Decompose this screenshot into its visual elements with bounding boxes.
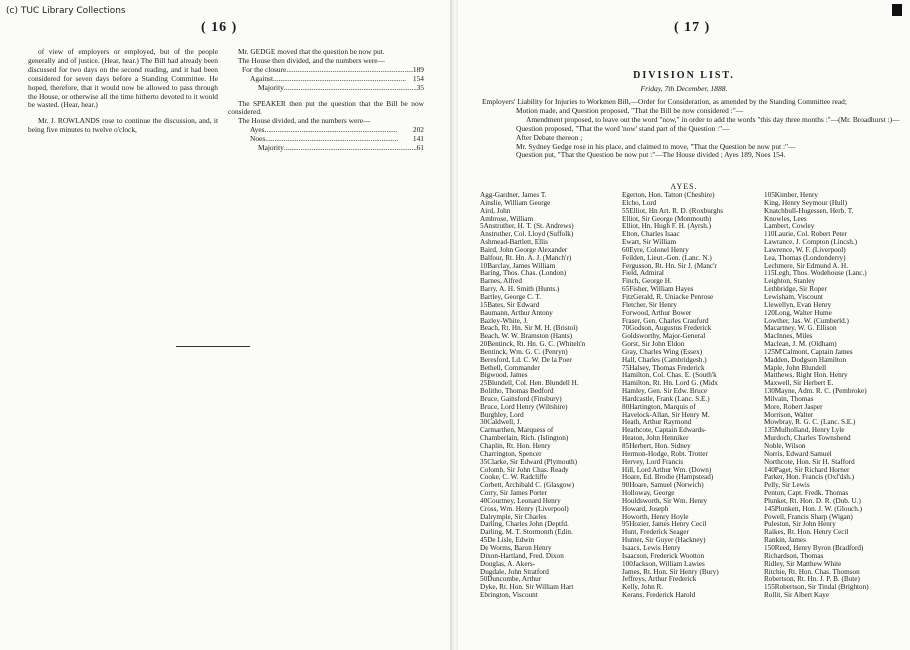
aye-member-name: Rankin, James xyxy=(764,536,806,545)
aye-member-name: Ainslie, William George xyxy=(480,198,551,207)
aye-member-name: 45De Lisle, Edwin xyxy=(480,536,535,545)
motion-line: After Debate thereon ; xyxy=(516,132,583,142)
aye-member-name: Plunket, Rt. Hon. D. R. (Dub. U.) xyxy=(764,496,861,505)
aye-member-name: 125M'Calmont, Captain James xyxy=(764,347,853,356)
aye-member-name: 35Clarke, Sir Edward (Plymouth) xyxy=(480,457,578,466)
aye-member-name: Matthews, Right Hon. Henry xyxy=(764,371,848,380)
aye-member-name: De Worms, Baron Henry xyxy=(480,543,552,552)
aye-member-name: Heath, Arthur Raymond xyxy=(622,418,692,427)
aye-member-name: 85Herbert, Hon. Sidney xyxy=(622,442,691,450)
aye-member-name: Elcho, Lord xyxy=(622,198,657,207)
motion-line: Question proposed, "That the word 'now' stand part of the Question :"— xyxy=(516,123,730,133)
aye-member-name: Hamley, Gen. Sir Edw. Bruce xyxy=(622,387,708,396)
vote-label: Majority xyxy=(258,143,284,153)
aye-member-name: 120Long, Walter Hume xyxy=(764,308,832,317)
aye-member-name: Douglas, A. Akers- xyxy=(480,559,536,568)
aye-member-name: Finch, George H. xyxy=(622,277,672,286)
aye-member-name: 30Caldwell, J. xyxy=(480,418,522,427)
aye-member-name: Northcote, Hon. Sir H. Stafford xyxy=(764,457,855,466)
aye-member-name: Isaacs, Lewis Henry xyxy=(622,543,681,552)
aye-member-name: Barnes, Alfred xyxy=(480,277,522,286)
division-list-title: DIVISION LIST. xyxy=(633,70,735,81)
aye-member-name: 110Laurie, Col. Robert Peter xyxy=(764,230,847,239)
aye-member-name: Hunter, Sir Guyer (Hackney) xyxy=(622,536,706,545)
aye-member-name: Knatchbull-Hugessen, Herb. T. xyxy=(764,206,854,215)
aye-member-name: Mowbray, R. G. C. (Lanc. S.E.) xyxy=(764,418,856,427)
aye-member-name: 15Bates, Sir Edward xyxy=(480,300,540,309)
aye-member-name: Ritchie, Rt. Hon. Chas. Thomson xyxy=(764,567,860,576)
aye-member-name: James, Rt. Hon. Sir Henry (Bury) xyxy=(622,567,719,576)
aye-member-name: Cooke, C. W. Radcliffe xyxy=(480,473,547,482)
aye-member-name: Havelock-Allan, Sir Henry M. xyxy=(622,410,710,419)
aye-member-name: Hill, Lord Arthur Wm. (Down) xyxy=(622,465,712,474)
gedge-motion: Mr. GEDGE moved that the question be now put. xyxy=(238,47,385,56)
aye-member-name: Houldsworth, Sir Wm. Henry xyxy=(622,496,708,505)
aye-member-name: Forwood, Arthur Bower xyxy=(622,308,692,317)
aye-member-name: Baird, John George Alexander xyxy=(480,245,568,254)
aye-member-name: Maxwell, Sir Herbert E. xyxy=(764,379,834,388)
aye-member-name: Field, Admiral xyxy=(622,269,664,278)
paragraph-rowlands: Mr. J. ROWLANDS rose to continue the discussion, and, it being five minutes to twelve o'clock, xyxy=(28,116,218,135)
aye-member-name: Rollit, Sir Albert Kaye xyxy=(764,591,830,600)
aye-member-name: 60Eyre, Colonel Henry xyxy=(622,245,689,254)
aye-member-name: 10Barclay, James William xyxy=(480,261,556,270)
aye-member-name: Isaacson, Frederick Wootton xyxy=(622,551,705,560)
aye-member-name: Hamilton, Rt. Hn. Lord G. (Midx xyxy=(622,379,719,388)
division-statement-1: The House then divided, and the numbers were— xyxy=(238,55,385,65)
aye-member-name: Noble, Wilson xyxy=(764,442,806,450)
aye-member-name: Howorth, Henry Hoyle xyxy=(622,512,689,521)
aye-member-name: Fraser, Gen. Charles Craufurd xyxy=(622,316,709,325)
aye-member-name: 40Courtney, Leonard Henry xyxy=(480,496,561,505)
aye-member-name: Kerans, Frederick Harold xyxy=(622,591,696,600)
aye-member-name: Milvain, Thomas xyxy=(764,394,814,403)
right-page xyxy=(458,0,910,650)
vote-label: Noes xyxy=(250,134,266,144)
aye-member-name: Murdoch, Charles Townshend xyxy=(764,434,851,443)
aye-member-name: Ambrose, William xyxy=(480,214,534,223)
aye-member-name: Madden, Dodgson Hamilton xyxy=(764,355,847,364)
aye-member-name: 135Mulholland, Henry Lyle xyxy=(764,426,845,435)
aye-member-name: 65Fisher, William Hayes xyxy=(622,285,694,294)
aye-member-name: Egerton, Hon. Tatton (Cheshire) xyxy=(622,191,715,199)
aye-member-name: Chaplin, Rt. Hon. Henry xyxy=(480,442,551,450)
aye-member-name: Elliot, Hn. Hugh F. H. (Ayrsh.) xyxy=(622,222,712,231)
aye-member-name: Hardcastle, Frank (Lanc. S.E.) xyxy=(622,394,710,403)
aye-member-name: Hervey, Lord Francis xyxy=(622,457,684,466)
left-text-column-2 xyxy=(228,48,424,153)
aye-member-name: Llewellyn, Evan Henry xyxy=(764,300,832,309)
ayes-heading: AYES. xyxy=(670,182,698,191)
aye-member-name: Heathcote, Captain Edwards- xyxy=(622,426,707,435)
aye-member-name: Macartney, W. G. Ellison xyxy=(764,324,837,333)
speaker-question: The SPEAKER then put the question that the Bill be now considered. xyxy=(228,98,424,117)
aye-member-name: Elliot, Sir George (Monmouth) xyxy=(622,214,712,223)
aye-member-name: Hall, Charles (Cambridgesh.) xyxy=(622,355,707,364)
aye-member-name: 70Godson, Augustus Frederick xyxy=(622,324,712,333)
aye-member-name: MacInnes, Miles xyxy=(764,332,813,341)
aye-member-name: 90Hoare, Samuel (Norwich) xyxy=(622,481,704,490)
aye-member-name: Puleston, Sir John Henry xyxy=(764,520,836,529)
aye-member-name: Corry, Sir James Porter xyxy=(480,489,548,498)
aye-member-name: Richardson, Thomas xyxy=(764,551,824,560)
aye-member-name: Beach, W. W. Bramston (Hants) xyxy=(480,332,573,341)
aye-member-name: Agg-Gardner, James T. xyxy=(480,191,547,199)
aye-member-name: Lawrence, W. F. (Liverpool) xyxy=(764,245,846,254)
division-date: Friday, 7th December, 1888. xyxy=(640,84,728,93)
aye-member-name: Pelly, Sir Lewis xyxy=(764,481,810,490)
collection-watermark: (c) TUC Library Collections xyxy=(6,6,126,16)
aye-member-name: Colomb, Sir John Chas. Ready xyxy=(480,465,569,474)
aye-member-name: Darling, M. T. Stormonth (Edin. xyxy=(480,528,573,537)
aye-member-name: Powell, Francis Sharp (Wigan) xyxy=(764,512,853,521)
vote-value: 61 xyxy=(416,143,424,153)
aye-member-name: Dyke, Rt. Hon. Sir William Hart xyxy=(480,583,574,592)
aye-member-name: Cross, Wm. Henry (Liverpool) xyxy=(480,504,569,513)
aye-member-name: Jeffreys, Arthur Frederick xyxy=(622,575,697,584)
aye-member-name: Dixon-Hartland, Fred. Dixon xyxy=(480,551,564,560)
aye-member-name: FitzGerald, R. Uniacke Penrose xyxy=(622,292,714,301)
vote-value: 154 xyxy=(412,73,424,83)
motion-line: Amendment proposed, to leave out the word "now," in order to add the words "this day three months :"—(Mr. Broadhurst :)— xyxy=(526,114,900,124)
motion-line: Employers' Liability for Injuries to Workmen Bill,—Order for Consideration, as amended by the Standing Committee read; xyxy=(482,97,847,106)
aye-member-name: Ridley, Sir Matthew White xyxy=(764,559,842,568)
vote-value: 35 xyxy=(416,82,424,92)
aye-member-name: Darling, Charles John (Deptfd. xyxy=(480,520,569,529)
aye-member-name: Fergusson, Rt. Hn. Sir J. (Manc'r xyxy=(622,261,717,270)
aye-member-name: Beresford, Ld. C. W. De la Poer xyxy=(480,355,572,364)
aye-member-name: Knowles, Lees xyxy=(764,214,807,223)
aye-member-name: Lea, Thomas (Londonderry) xyxy=(764,253,846,262)
page-number-right: ( 17 ) xyxy=(674,20,711,35)
aye-member-name: Hamilton, Col. Chas. E. (South'k xyxy=(622,371,717,380)
aye-member-name: Maple, John Blundell xyxy=(764,363,827,372)
page-number-left: ( 16 ) xyxy=(201,20,238,35)
aye-member-name: 105Kimber, Henry xyxy=(764,191,819,199)
aye-member-name: Howard, Joseph xyxy=(622,504,669,513)
aye-member-name: Ashmead-Bartlett, Ellis xyxy=(480,238,548,247)
aye-member-name: 100Jackson, William Lawies xyxy=(622,559,705,568)
aye-member-name: Bigwood, James xyxy=(480,371,528,380)
aye-member-name: 75Halsey, Thomas Frederick xyxy=(622,363,705,372)
aye-member-name: 155Robertson, Sir Tindal (Brighton) xyxy=(764,583,869,592)
aye-member-name: Lambert, Cowley xyxy=(764,222,815,231)
aye-member-name: Ewart, Sir William xyxy=(622,238,677,247)
aye-member-name: Gorst, Sir John Eldon xyxy=(622,340,685,349)
aye-member-name: Aird, John xyxy=(480,206,511,215)
aye-member-name: Goldsworthy, Major-General xyxy=(622,332,706,341)
aye-member-name: Baumann, Arthur Antony xyxy=(480,308,553,317)
aye-member-name: 50Duncombe, Arthur xyxy=(480,575,542,584)
aye-member-name: Penton, Capt. Fredk. Thomas xyxy=(764,489,849,498)
aye-member-name: 150Reed, Henry Byron (Bradford) xyxy=(764,543,864,552)
aye-member-name: Feilden, Lieut.-Gen. (Lanc. N.) xyxy=(622,253,712,262)
aye-member-name: Lethbridge, Sir Roper xyxy=(764,285,827,294)
vote-row xyxy=(228,144,424,153)
aye-member-name: Chamberlain, Rich. (Islington) xyxy=(480,434,569,443)
aye-member-name: Holloway, George xyxy=(622,489,675,498)
motion-line: Question put, "That the Question be now put :"—The House divided ; Ayes 189, Noes 154. xyxy=(516,150,786,160)
aye-member-name: Dugdale, John Stratford xyxy=(480,567,549,576)
aye-member-name: Ebrington, Viscount xyxy=(480,591,538,600)
aye-member-name: Robertson, Rt. Hn. J. P. B. (Bute) xyxy=(764,575,860,584)
aye-member-name: Bentinck, Wm. G. C. (Penryn) xyxy=(480,347,568,356)
aye-member-name: 95Hozier, James Henry Cecil xyxy=(622,520,707,529)
aye-member-name: Leighton, Stanley xyxy=(764,277,816,286)
aye-member-name: Hermon-Hodge, Robt. Trotter xyxy=(622,449,708,458)
ayes-column-3 xyxy=(764,192,910,600)
vote-label: Against xyxy=(250,73,273,83)
aye-member-name: Fletcher, Sir Henry xyxy=(622,300,678,309)
ayes-column-2 xyxy=(622,192,782,600)
aye-member-name: 20Bentinck, Rt. Hn. G. C. (Whiteh'n xyxy=(480,340,586,349)
vote-value: 189 xyxy=(412,64,424,74)
aye-member-name: Hoare, Ed. Brodie (Hampstead) xyxy=(622,473,714,482)
vote-value: 202 xyxy=(412,125,424,135)
division-statement-2: The House divided, and the numbers were— xyxy=(238,116,371,126)
left-text-column-1 xyxy=(28,48,218,135)
aye-member-name: Bruce, Lord Henry (Wiltshire) xyxy=(480,402,568,411)
aye-member-name: Bruce, Gainsford (Finsbury) xyxy=(480,394,562,403)
aye-member-name: Dalrymple, Sir Charles xyxy=(480,512,547,521)
aye-member-name: Balfour, Rt. Hn. A. J. (Manch'r) xyxy=(480,253,572,262)
aye-member-name: 145Plunkett, Hon. J. W. (Glouch.) xyxy=(764,504,863,513)
aye-member-name: Bartley, George C. T. xyxy=(480,292,542,301)
aye-member-name: Barry, A. H. Smith (Hunts.) xyxy=(480,285,560,294)
vote-row xyxy=(228,84,424,93)
left-page xyxy=(0,0,452,650)
aye-member-name: Bolitho, Thomas Bedford xyxy=(480,387,554,396)
aye-member-name: Beach, Rt. Hn. Sir M. H. (Bristol) xyxy=(480,324,578,333)
aye-member-name: Norris, Edward Samuel xyxy=(764,449,832,458)
motion-line: Mr. Sydney Gedge rose in his place, and claimed to move, "That the Question be now put :"— xyxy=(516,141,796,151)
aye-member-name: Bethell, Commander xyxy=(480,363,540,372)
aye-member-name: Heaton, John Henniker xyxy=(622,434,689,443)
aye-member-name: Corbett, Archibald C. (Glasgow) xyxy=(480,481,575,490)
section-divider xyxy=(176,346,250,347)
aye-member-name: 55Elliot, Hn Art. R. D. (Roxburghs xyxy=(622,206,724,215)
aye-member-name: Baring, Thos. Chas. (London) xyxy=(480,269,567,278)
aye-member-name: Raikes, Rt. Hon. Henry Cecil xyxy=(764,528,849,537)
aye-member-name: Morrison, Walter xyxy=(764,410,814,419)
aye-member-name: Lewisham, Viscount xyxy=(764,292,823,301)
ayes-column-1 xyxy=(480,192,640,600)
corner-tab-mark xyxy=(892,4,902,16)
aye-member-name: Lawrance, J. Compton (Lincsh.) xyxy=(764,238,858,247)
aye-member-name: Parker, Hon. Francis (Oxf'dsh.) xyxy=(764,473,855,482)
aye-member-name: More, Robert Jasper xyxy=(764,402,823,411)
aye-member-name: 5Anstruther, H. T. (St. Andrews) xyxy=(480,222,574,231)
vote-label: Majority xyxy=(258,82,284,92)
aye-member-name: Bazley-White, J. xyxy=(480,316,529,325)
aye-member-name: 115Legh, Thos. Wodehouse (Lanc.) xyxy=(764,269,867,278)
aye-member-name: Burghley, Lord xyxy=(480,410,524,419)
aye-member-name: Hunt, Frederick Seager xyxy=(622,528,689,537)
aye-member-name: 140Paget, Sir Richard Horner xyxy=(764,465,850,474)
paragraph-debate: of view of employers or employed, but of the people generally and of justice. (Hear, hear.) The Bill had already been discussed for two days on the second reading, and it had been considered for seven days before a Standing Committee. He hoped, therefore, that it would now be allowed to pass through the House, or otherwise all the time hitherto devoted to it would be wasted. (Hear, hear.) xyxy=(28,47,218,110)
aye-member-name: Carmarthen, Marquess of xyxy=(480,426,554,435)
aye-member-name: Lowther, Jas. W. (Cumberld.) xyxy=(764,316,849,325)
aye-member-name: 130Mayne, Adm. R. C. (Pembroke) xyxy=(764,387,867,396)
aye-member-name: Elton, Charles Isaac xyxy=(622,230,680,239)
motion-line: Motion made, and Question proposed, "That the Bill be now considered :"— xyxy=(516,105,744,115)
aye-member-name: King, Henry Seymour (Hull) xyxy=(764,198,848,207)
vote-label: For the closure xyxy=(242,64,287,74)
vote-label: Ayes xyxy=(250,125,265,135)
motion-text xyxy=(482,98,902,160)
aye-member-name: 25Blundell, Col. Hen. Blundell H. xyxy=(480,379,579,388)
aye-member-name: Anstruther, Col. Lloyd (Suffolk) xyxy=(480,230,574,239)
vote-value: 141 xyxy=(412,134,424,144)
aye-member-name: Charrington, Spencer xyxy=(480,449,542,458)
aye-member-name: 80Hartington, Marquis of xyxy=(622,402,696,411)
aye-member-name: Kelly, John R. xyxy=(622,583,664,592)
aye-member-name: Maclean, J. M. (Oldham) xyxy=(764,340,837,349)
aye-member-name: Lechmere, Sir Edmund A. H. xyxy=(764,261,849,270)
aye-member-name: Gray, Charles Wing (Essex) xyxy=(622,347,703,356)
